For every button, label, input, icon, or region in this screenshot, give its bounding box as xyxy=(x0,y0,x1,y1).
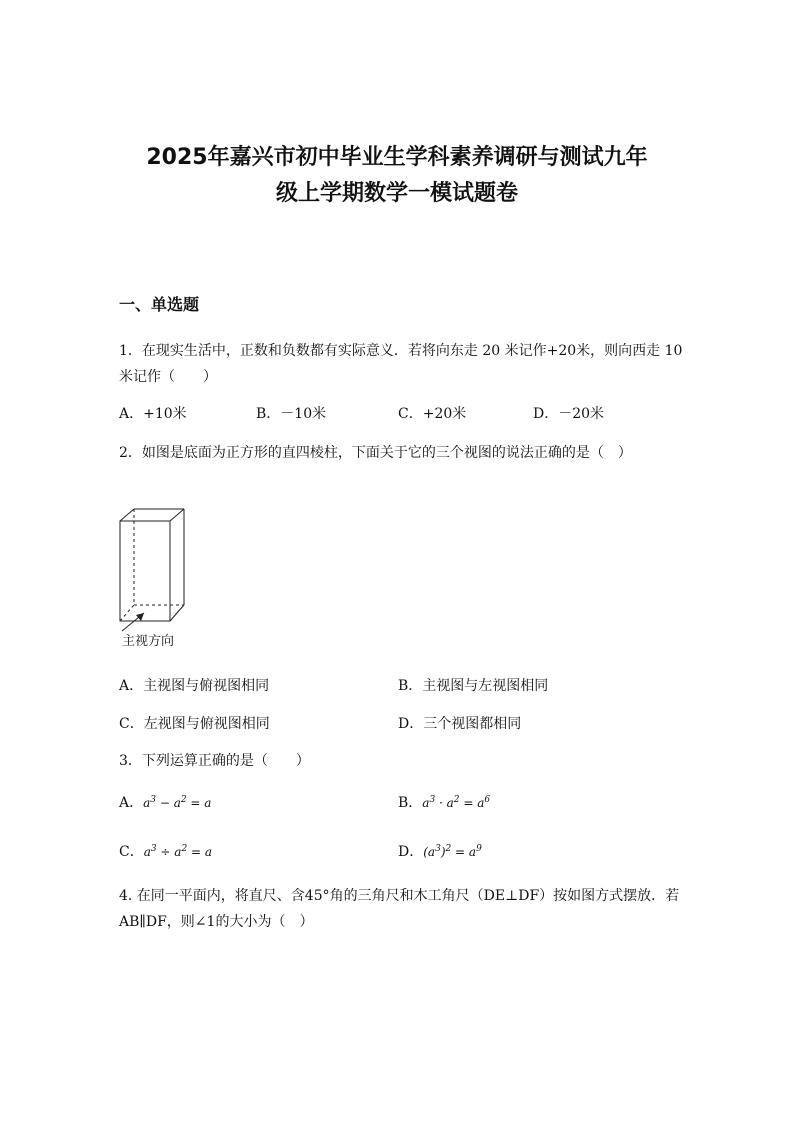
arrow-head-icon xyxy=(136,613,144,621)
question-1-option-c: C．+20米 xyxy=(398,406,467,422)
question-3-text: 3．下列运算正确的是（ ） xyxy=(119,753,310,769)
page-title-line1: 2025年嘉兴市初中毕业生学科素养调研与测试九年 xyxy=(146,145,648,170)
page-title-line2: 级上学期数学一模试题卷 xyxy=(275,181,518,206)
math-expression: $a^3 - a^2 = a$ xyxy=(143,795,212,810)
figure-label: 主视方向 xyxy=(122,634,175,649)
question-1-option-d: D．－20米 xyxy=(533,406,605,422)
option-letter: B． xyxy=(398,795,423,811)
question-2-option-d: D．三个视图都相同 xyxy=(398,716,522,732)
prism-figure xyxy=(116,505,196,635)
question-3-option-b xyxy=(398,790,490,813)
option-letter: A． xyxy=(119,795,144,811)
prism-front-face xyxy=(120,521,170,621)
math-expression: $a^3 \cdot a^2 = a^6$ xyxy=(422,795,491,810)
question-1-option-b: B．－10米 xyxy=(256,406,327,422)
option-letter: D． xyxy=(398,844,424,860)
option-letter: C． xyxy=(119,844,144,860)
question-2-text: 2．如图是底面为正方形的直四棱柱，下面关于它的三个视图的说法正确的是（ ） xyxy=(119,445,632,461)
question-2-option-c: C．左视图与俯视图相同 xyxy=(119,716,270,732)
question-3-option-a xyxy=(119,790,211,813)
section-heading: 一、单选题 xyxy=(119,295,200,314)
question-3-option-c xyxy=(119,839,212,862)
question-1-option-a: A．+10米 xyxy=(119,406,187,422)
question-2-option-a: A．主视图与俯视图相同 xyxy=(119,678,270,694)
question-4-text: 4. 在同一平面内，将直尺、含45°角的三角尺和木工角尺（DE⊥DF）按如图方式摆放．若AB∥DF，则∠1的大小为（ ） xyxy=(119,888,680,930)
question-2-option-b: B．主视图与左视图相同 xyxy=(398,678,549,694)
math-expression: $a^3 \div a^2 = a$ xyxy=(143,844,213,859)
question-3-option-d xyxy=(398,839,482,862)
question-1-text: 1．在现实生活中，正数和负数都有实际意义．若将向东走 20 米记作+20米，则向西走 10 米记作（ ） xyxy=(119,343,683,385)
math-expression: $(a^3)^2 = a^9$ xyxy=(423,844,482,859)
